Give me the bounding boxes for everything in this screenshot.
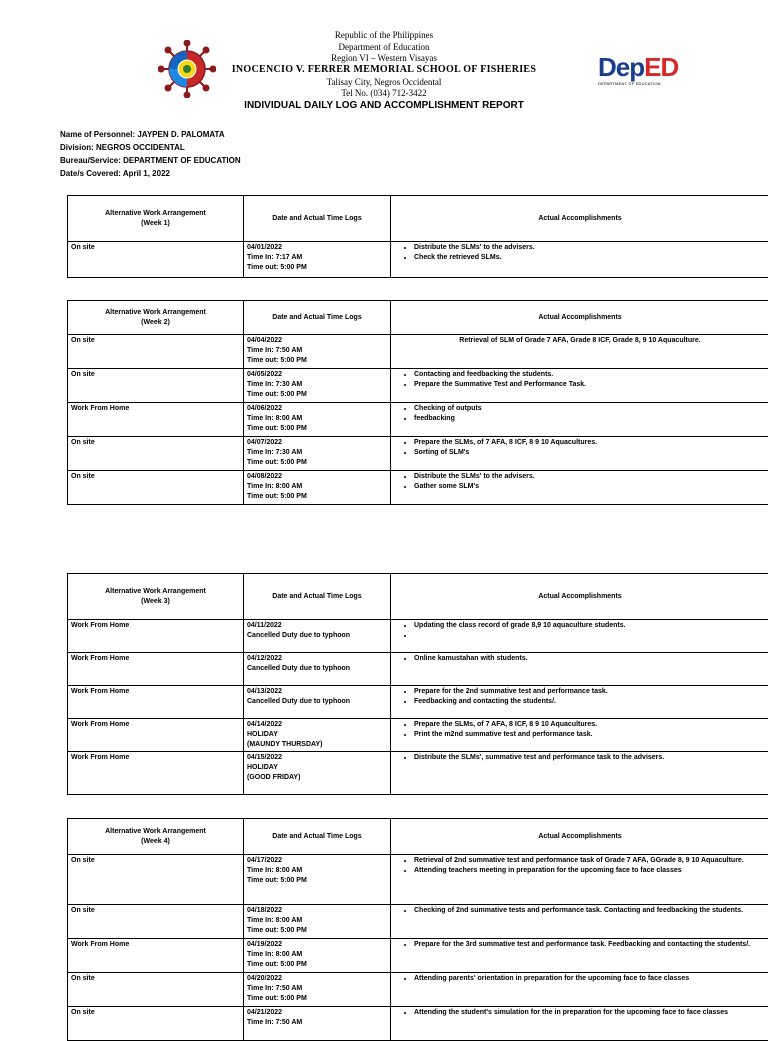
- accomplishment-item: • Prepare for the 3rd summative test and performance task. Feedbacking and contacting the students/.: [414, 940, 766, 950]
- time-logs-cell: [244, 369, 391, 403]
- header-republic: Republic of the Philippines: [0, 30, 768, 40]
- accomplishments-cell: [391, 620, 768, 653]
- table-row: [68, 905, 768, 939]
- table-row: [68, 403, 768, 437]
- column-header-accomplishments: Actual Accomplishments: [391, 301, 768, 335]
- accomplishment-list: [394, 856, 766, 876]
- accomplishment-item: • Prepare for the 2nd summative test and performance task.: [414, 687, 766, 697]
- column-header-time-logs: Date and Actual Time Logs: [244, 819, 391, 855]
- accomplishment-item: • Attending teachers meeting in preparation for the upcoming face to face classes: [414, 866, 766, 876]
- accomplishment-list: [394, 243, 766, 263]
- accomplishments-cell: [391, 437, 768, 471]
- time-log-line: Time out: 5:00 PM: [247, 876, 387, 886]
- accomplishment-item: • Retrieval of 2nd summative test and performance task of Grade 7 AFA, GGrade 8, 9 10 Aquaculture.: [414, 856, 766, 866]
- time-log-line: 04/21/2022: [247, 1008, 387, 1018]
- time-log-line: Time In: 8:00 AM: [247, 414, 387, 424]
- work-arrangement-cell: On site: [68, 855, 244, 905]
- time-log-line: 04/17/2022: [247, 856, 387, 866]
- column-header-arrangement: [68, 574, 244, 620]
- accomplishment-item: [414, 631, 766, 641]
- accomplishment-item: • Sorting of SLM's: [414, 448, 766, 458]
- accomplishment-item: • Online kamustahan with students.: [414, 654, 766, 664]
- time-logs-cell: [244, 437, 391, 471]
- week-label: (Week 2): [71, 318, 240, 328]
- work-arrangement-cell: On site: [68, 905, 244, 939]
- time-log-line: 04/05/2022: [247, 370, 387, 380]
- time-log-line: Time In: 7:17 AM: [247, 253, 387, 263]
- work-arrangement-cell: On site: [68, 973, 244, 1007]
- work-arrangement-cell: On site: [68, 471, 244, 505]
- work-arrangement-cell: Work From Home: [68, 686, 244, 719]
- time-logs-cell: [244, 939, 391, 973]
- time-log-line: 04/18/2022: [247, 906, 387, 916]
- table-row: [68, 242, 768, 278]
- time-log-line: Cancelled Duty due to typhoon: [247, 697, 387, 707]
- time-logs-cell: [244, 653, 391, 686]
- accomplishment-text: Retrieval of SLM of Grade 7 AFA, Grade 8 ICF, Grade 8, 9 10 Aquaculture.: [394, 336, 766, 346]
- table-row: [68, 719, 768, 752]
- time-logs-cell: [244, 242, 391, 278]
- time-logs-cell: [244, 719, 391, 752]
- column-header-arrangement: [68, 301, 244, 335]
- work-arrangement-cell: On site: [68, 1007, 244, 1041]
- time-log-line: Time In: 7:30 AM: [247, 448, 387, 458]
- time-log-line: Cancelled Duty due to typhoon: [247, 664, 387, 674]
- accomplishment-item: • feedbacking: [414, 414, 766, 424]
- header-school-name: INOCENCIO V. FERRER MEMORIAL SCHOOL OF FISHERIES: [0, 64, 768, 75]
- accomplishment-list: [394, 1008, 766, 1018]
- bureau-service: Bureau/Service: DEPARTMENT OF EDUCATION: [60, 156, 241, 165]
- time-log-line: Time out: 5:00 PM: [247, 458, 387, 468]
- table-row: [68, 939, 768, 973]
- accomplishment-list: [394, 753, 766, 763]
- accomplishment-item: • Prepare the SLMs, of 7 AFA, 8 ICF, 8 9 10 Aquacultures.: [414, 438, 766, 448]
- accomplishment-item: • Checking of 2nd summative tests and performance task. Contacting and feedbacking the students.: [414, 906, 766, 916]
- accomplishment-item: • Updating the class record of grade 8,9 10 aquaculture students.: [414, 621, 766, 631]
- time-log-line: Time In: 7:30 AM: [247, 380, 387, 390]
- accomplishment-list: [394, 974, 766, 984]
- time-log-line: Time In: 8:00 AM: [247, 866, 387, 876]
- time-log-line: Time In: 8:00 AM: [247, 916, 387, 926]
- time-log-line: 04/19/2022: [247, 940, 387, 950]
- work-arrangement-cell: On site: [68, 369, 244, 403]
- time-log-line: Time out: 5:00 PM: [247, 994, 387, 1004]
- time-log-line: 04/20/2022: [247, 974, 387, 984]
- column-header-arrangement-label: Alternative Work Arrangement: [71, 308, 240, 318]
- table-row: [68, 752, 768, 795]
- accomplishments-cell: [391, 719, 768, 752]
- time-logs-cell: [244, 905, 391, 939]
- column-header-arrangement-label: Alternative Work Arrangement: [71, 587, 240, 597]
- work-arrangement-cell: Work From Home: [68, 653, 244, 686]
- time-logs-cell: [244, 752, 391, 795]
- time-log-line: HOLIDAY: [247, 763, 387, 773]
- accomplishment-item: • Check the retrieved SLMs.: [414, 253, 766, 263]
- time-log-line: Time out: 5:00 PM: [247, 424, 387, 434]
- time-logs-cell: [244, 973, 391, 1007]
- time-log-line: 04/15/2022: [247, 753, 387, 763]
- time-log-line: Time out: 5:00 PM: [247, 492, 387, 502]
- accomplishments-cell: [391, 939, 768, 973]
- accomplishment-item: • Attending the student's simulation for the in preparation for the upcoming face to face classes: [414, 1008, 766, 1018]
- division: Division: NEGROS OCCIDENTAL: [60, 143, 185, 152]
- time-log-line: Time out: 5:00 PM: [247, 263, 387, 273]
- time-logs-cell: [244, 855, 391, 905]
- accomplishment-list: [394, 472, 766, 492]
- deped-logo: DepED DEPARTMENT OF EDUCATION: [598, 54, 690, 94]
- deped-logo-sub: DEPARTMENT OF EDUCATION: [598, 81, 690, 86]
- accomplishment-item: • Feedbacking and contacting the students/.: [414, 697, 766, 707]
- time-logs-cell: [244, 686, 391, 719]
- week-table: [67, 573, 768, 795]
- accomplishments-cell: [391, 369, 768, 403]
- time-log-line: Time out: 5:00 PM: [247, 390, 387, 400]
- time-logs-cell: [244, 471, 391, 505]
- accomplishments-cell: [391, 242, 768, 278]
- week-table: [67, 300, 768, 505]
- time-log-line: 04/07/2022: [247, 438, 387, 448]
- column-header-time-logs: Date and Actual Time Logs: [244, 574, 391, 620]
- time-log-line: Time out: 5:00 PM: [247, 356, 387, 366]
- accomplishment-item: • Print the m2nd summative test and performance task.: [414, 730, 766, 740]
- work-arrangement-cell: On site: [68, 437, 244, 471]
- time-log-line: Time out: 5:00 PM: [247, 960, 387, 970]
- time-logs-cell: [244, 403, 391, 437]
- time-logs-cell: [244, 620, 391, 653]
- table-row: [68, 471, 768, 505]
- time-log-line: (GOOD FRIDAY): [247, 773, 387, 783]
- work-arrangement-cell: On site: [68, 335, 244, 369]
- time-log-line: (MAUNDY THURSDAY): [247, 740, 387, 750]
- accomplishment-item: • Checking of outputs: [414, 404, 766, 414]
- column-header-accomplishments: Actual Accomplishments: [391, 819, 768, 855]
- accomplishment-list: [394, 940, 766, 950]
- accomplishment-item: • Distribute the SLMs' to the advisers.: [414, 243, 766, 253]
- header-department: Department of Education: [0, 42, 768, 52]
- time-log-line: Time In: 8:00 AM: [247, 950, 387, 960]
- report-title: INDIVIDUAL DAILY LOG AND ACCOMPLISHMENT REPORT: [0, 100, 768, 111]
- accomplishment-list: [394, 687, 766, 707]
- week-table: [67, 195, 768, 278]
- time-log-line: Cancelled Duty due to typhoon: [247, 631, 387, 641]
- column-header-accomplishments: Actual Accomplishments: [391, 574, 768, 620]
- time-log-line: 04/14/2022: [247, 720, 387, 730]
- week-table: [67, 818, 768, 1041]
- time-log-line: HOLIDAY: [247, 730, 387, 740]
- table-row: [68, 855, 768, 905]
- column-header-arrangement-label: Alternative Work Arrangement: [71, 827, 240, 837]
- accomplishment-item: • Distribute the SLMs' to the advisers.: [414, 472, 766, 482]
- header-city: Talisay City, Negros Occidental: [0, 77, 768, 87]
- time-log-line: 04/11/2022: [247, 621, 387, 631]
- accomplishments-cell: [391, 471, 768, 505]
- time-log-line: 04/04/2022: [247, 336, 387, 346]
- accomplishment-list: [394, 621, 766, 641]
- column-header-time-logs: Date and Actual Time Logs: [244, 196, 391, 242]
- time-log-line: 04/01/2022: [247, 243, 387, 253]
- week-label: (Week 4): [71, 837, 240, 847]
- work-arrangement-cell: Work From Home: [68, 620, 244, 653]
- time-log-line: 04/13/2022: [247, 687, 387, 697]
- column-header-arrangement: [68, 819, 244, 855]
- time-log-line: Time In: 7:50 AM: [247, 984, 387, 994]
- table-row: [68, 653, 768, 686]
- work-arrangement-cell: Work From Home: [68, 939, 244, 973]
- work-arrangement-cell: Work From Home: [68, 752, 244, 795]
- personnel-name: Name of Personnel: JAYPEN D. PALOMATA: [60, 130, 225, 139]
- column-header-arrangement-label: Alternative Work Arrangement: [71, 209, 240, 219]
- time-log-line: 04/08/2022: [247, 472, 387, 482]
- accomplishment-item: • Contacting and feedbacking the students.: [414, 370, 766, 380]
- accomplishment-list: [394, 438, 766, 458]
- accomplishments-cell: [391, 905, 768, 939]
- column-header-accomplishments: Actual Accomplishments: [391, 196, 768, 242]
- time-log-line: Time In: 7:50 AM: [247, 346, 387, 356]
- accomplishments-cell: [391, 752, 768, 795]
- accomplishment-item: • Prepare the SLMs, of 7 AFA, 8 ICF, 8 9 10 Aquacultures.: [414, 720, 766, 730]
- table-row: [68, 620, 768, 653]
- time-log-line: 04/06/2022: [247, 404, 387, 414]
- time-log-line: Time In: 8:00 AM: [247, 482, 387, 492]
- accomplishment-list: [394, 370, 766, 390]
- accomplishments-cell: [391, 686, 768, 719]
- time-log-line: Time In: 7:50 AM: [247, 1018, 387, 1028]
- accomplishment-item: • Distribute the SLMs', summative test and performance task to the advisers.: [414, 753, 766, 763]
- header-region: Region VI – Western Visayas: [0, 53, 768, 63]
- time-logs-cell: [244, 335, 391, 369]
- accomplishments-cell: [391, 653, 768, 686]
- accomplishments-cell: [391, 855, 768, 905]
- accomplishment-list: [394, 654, 766, 664]
- table-row: [68, 437, 768, 471]
- work-arrangement-cell: Work From Home: [68, 403, 244, 437]
- accomplishment-item: • Attending parents' orientation in preparation for the upcoming face to face classes: [414, 974, 766, 984]
- week-label: (Week 3): [71, 597, 240, 607]
- time-log-line: 04/12/2022: [247, 654, 387, 664]
- accomplishment-list: [394, 720, 766, 740]
- dates-covered: Date/s Covered: April 1, 2022: [60, 169, 170, 178]
- work-arrangement-cell: Work From Home: [68, 719, 244, 752]
- week-label: (Week 1): [71, 219, 240, 229]
- accomplishments-cell: [391, 973, 768, 1007]
- column-header-arrangement: [68, 196, 244, 242]
- work-arrangement-cell: On site: [68, 242, 244, 278]
- accomplishment-item: • Prepare the Summative Test and Performance Task.: [414, 380, 766, 390]
- accomplishments-cell: [391, 335, 768, 369]
- table-row: [68, 973, 768, 1007]
- accomplishment-item: • Gather some SLM's: [414, 482, 766, 492]
- table-row: [68, 369, 768, 403]
- accomplishment-list: [394, 404, 766, 424]
- column-header-time-logs: Date and Actual Time Logs: [244, 301, 391, 335]
- table-row: [68, 686, 768, 719]
- accomplishments-cell: [391, 403, 768, 437]
- table-row: [68, 335, 768, 369]
- time-log-line: Time out: 5:00 PM: [247, 926, 387, 936]
- header-tel: Tel No. (034) 712-3422: [0, 88, 768, 98]
- accomplishment-list: [394, 906, 766, 916]
